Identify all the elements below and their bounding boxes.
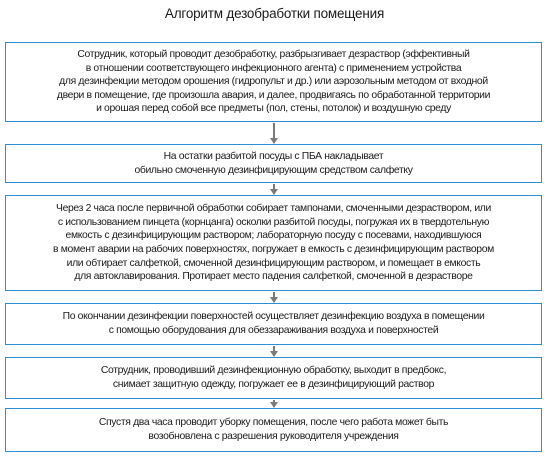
step-4-text: По окончании дезинфекции поверхностей осуществляет дезинфекцию воздуха в помещении с помощью оборудования для обеззараживания воздуха и поверхностей [62,311,485,336]
step-1-box [5,42,542,122]
step-4-box [5,303,542,345]
arrow-2-3 [273,184,275,194]
arrow-4-5 [273,346,275,356]
step-6-text: Спустя два часа проводит уборку помещения, после чего работа может быть возобновлена с разрешения руководителя учреждения [98,417,449,442]
step-5-box [5,357,542,399]
arrow-5-6 [273,400,275,407]
step-5-text: Сотрудник, проводивший дезинфекционную обработку, выходит в предбокс, снимает защитную одежду, погружает ее в дезинфицирующий раствор [100,365,447,390]
step-3-box [5,195,542,291]
step-3-text: Через 2 часа после первичной обработки собирает тампонами, смоченными дезраствором, или с использованием пинцета (корнцанга) осколки разбитой посуды, погружая их в твердотельную емкость с дезинфицирующим раствором; лабораторную посуду с посевами, находившуюся в момент аварии на рабочих поверхностях, погружает в емкость с дезинфицирующим раствором или обтирает салфеткой, смоченной дезинфицирующим раствором, и помещает в емкость для автоклавирования. Протирает место падения салфеткой, смоченной в дезрастворе [53,203,494,283]
diagram-title: Алгоритм дезобработки помещения [164,6,385,21]
step-6-box [5,408,542,452]
arrow-1-2 [273,123,275,143]
step-2-box [5,144,542,183]
step-2-text: На остатки разбитой посуды с ПБА накладывает обильно смоченную дезинфицирующим средством салфетку [134,150,413,176]
step-1-text: Сотрудник, который проводит дезобработку, разбрызгивает дезраствор (эффективный в отношении соответствующего инфекционного агента) с применением устройства для дезинфекции методом орошения (гидропульт и др.) или аэрозольным методом от входной двери в помещение, где произошла авария, и далее, продвигаясь по обработанной территории и орошая перед собой все предметы (пол, стены, потолок) и воздушную среду [56,49,491,115]
arrow-3-4 [273,292,275,302]
